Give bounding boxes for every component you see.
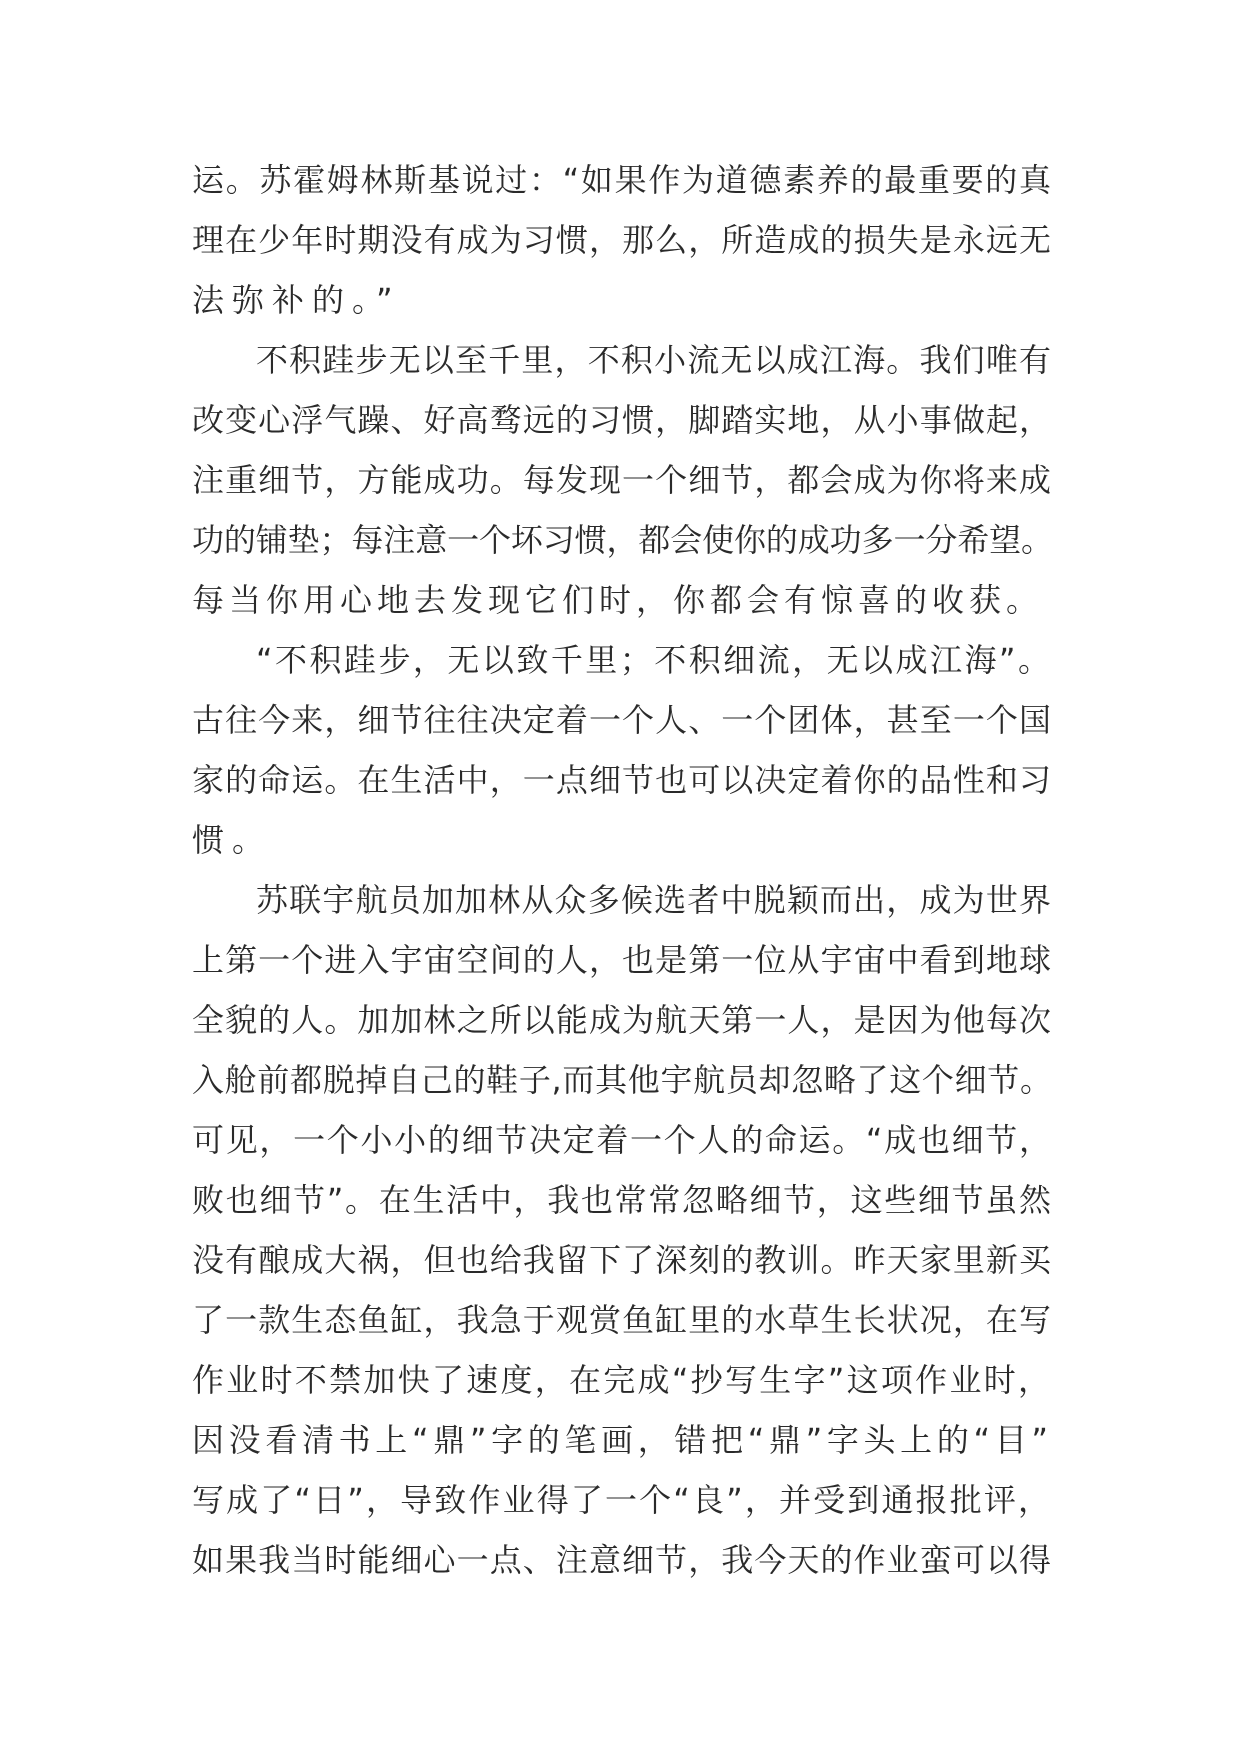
text-line: 可见，一个小小的细节决定着一个人的命运。“成也细节， [192, 1121, 1052, 1159]
text-line: 惯。 [192, 821, 273, 859]
text-line: 上第一个进入宇宙空间的人，也是第一位从宇宙中看到地球 [192, 941, 1052, 979]
text-line: 法弥补的。” [192, 281, 401, 319]
text-line: 改变心浮气躁、好高骛远的习惯，脚踏实地，从小事做起， [192, 401, 1052, 439]
text-line: 古往今来，细节往往决定着一个人、一个团体，甚至一个国 [192, 701, 1052, 739]
text-line: 功的铺垫；每注意一个坏习惯，都会使你的成功多一分希望。 [192, 521, 1052, 559]
text-line: 没有酿成大祸，但也给我留下了深刻的教训。昨天家里新买 [192, 1241, 1052, 1279]
essay-body [192, 150, 1052, 1590]
text-line: 作业时不禁加快了速度，在完成“抄写生字”这项作业时， [192, 1361, 1052, 1399]
text-line: 如果我当时能细心一点、注意细节，我今天的作业蛮可以得 [192, 1541, 1052, 1579]
text-line: 了一款生态鱼缸，我急于观赏鱼缸里的水草生长状况，在写 [192, 1301, 1052, 1339]
paragraph-start-line: “不积跬步，无以致千里；不积细流，无以成江海”。 [256, 641, 1052, 679]
document-page [192, 150, 1052, 1590]
text-line: 运。苏霍姆林斯基说过：“如果作为道德素养的最重要的真 [192, 161, 1052, 199]
text-line: 写成了“日”，导致作业得了一个“良”，并受到通报批评， [192, 1481, 1052, 1519]
text-line: 全貌的人。加加林之所以能成为航天第一人，是因为他每次 [192, 1001, 1052, 1039]
text-line: 家的命运。在生活中，一点细节也可以决定着你的品性和习 [192, 761, 1052, 799]
text-line: 败也细节”。在生活中，我也常常忽略细节，这些细节虽然 [192, 1181, 1052, 1219]
text-line: 每当你用心地去发现它们时，你都会有惊喜的收获。 [192, 581, 1044, 619]
text-line: 注重细节，方能成功。每发现一个细节，都会成为你将来成 [192, 461, 1052, 499]
text-line: 入舱前都脱掉自己的鞋子,而其他宇航员却忽略了这个细节。 [192, 1061, 1052, 1099]
paragraph-start-line: 苏联宇航员加加林从众多候选者中脱颖而出，成为世界 [256, 881, 1052, 919]
text-line: 因没看清书上“鼎”字的笔画，错把“鼎”字头上的“目” [192, 1421, 1052, 1459]
paragraph-start-line: 不积跬步无以至千里，不积小流无以成江海。我们唯有 [256, 341, 1052, 379]
text-line: 理在少年时期没有成为习惯，那么，所造成的损失是永远无 [192, 221, 1052, 259]
